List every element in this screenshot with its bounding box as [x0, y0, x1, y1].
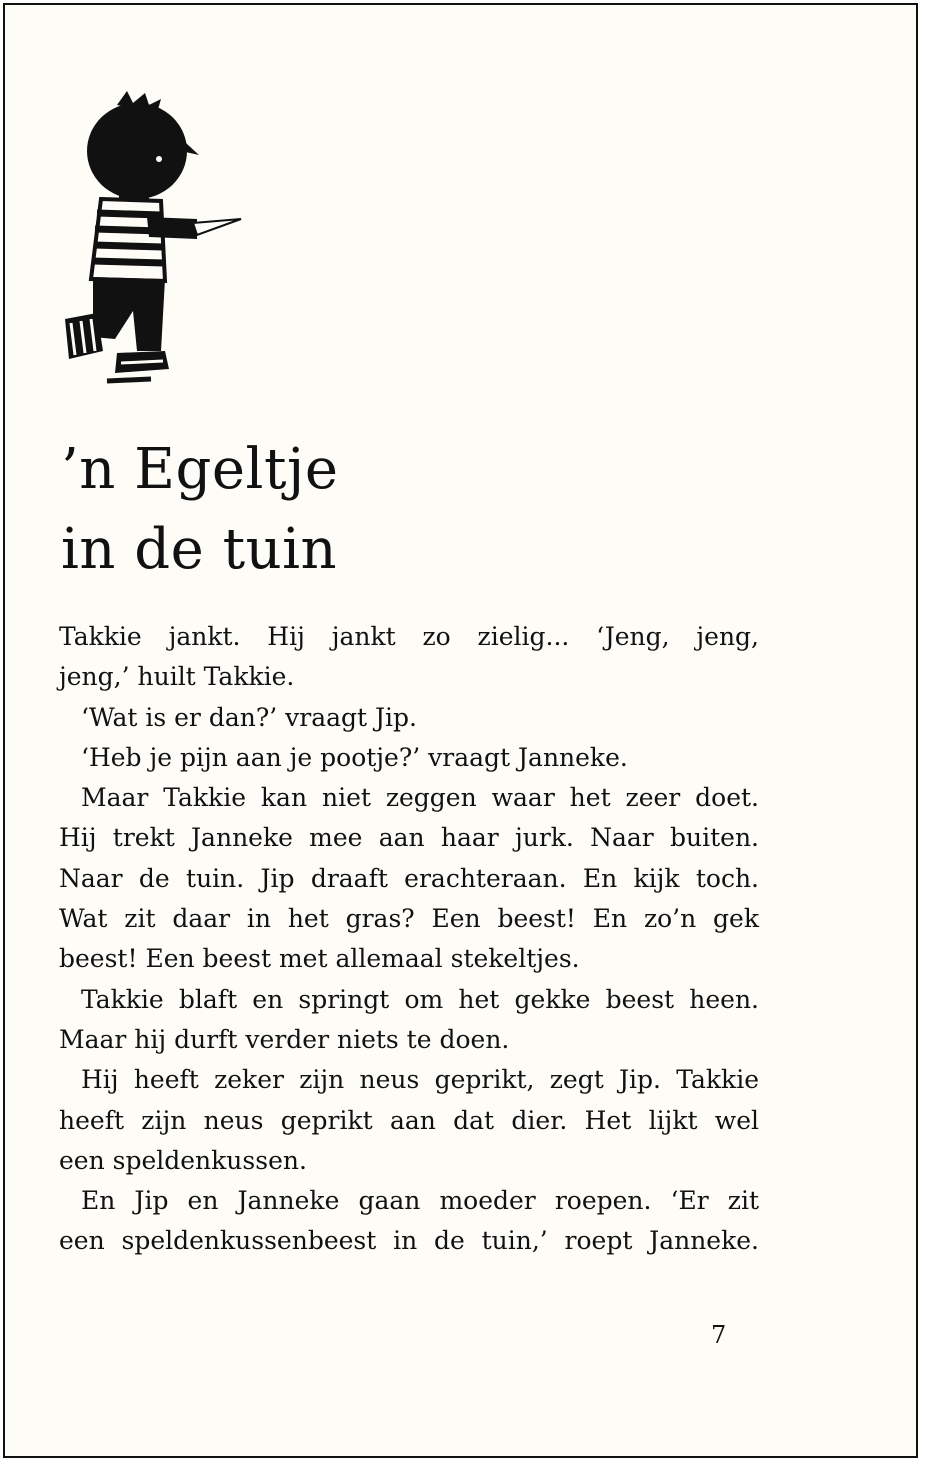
- text-line: Maar hij durft verder niets te doen.: [59, 1024, 510, 1054]
- chapter-title: [61, 430, 338, 590]
- text-line: Takkie jankt. Hij jankt zo zielig... ‘Jeng, jeng,: [59, 622, 759, 651]
- text-line: Maar Takkie kan niet zeggen waar het zeer doet.: [81, 783, 759, 813]
- title-line-2: in de tuin: [61, 517, 338, 582]
- text-line: ‘Heb je pijn aan je pootje?’ vraagt Janneke.: [81, 742, 628, 772]
- title-line-1: ’n Egeltje: [61, 437, 339, 502]
- text-line: Takkie blaft en springt om het gekke beest heen.: [81, 984, 759, 1014]
- text-line: Hij trekt Janneke mee aan haar jurk. Naar buiten.: [59, 823, 759, 853]
- text-line: Naar de tuin. Jip draaft erachteraan. En kijk toch.: [59, 863, 759, 893]
- book-page: [3, 3, 918, 1458]
- text-line: een speldenkussen.: [59, 1145, 307, 1175]
- text-line: Wat zit daar in het gras? Een beest! En zo’n gek: [59, 904, 759, 934]
- story-text: [59, 617, 759, 1262]
- text-line: jeng,’ huilt Takkie.: [59, 662, 295, 692]
- jip-illustration: [57, 89, 247, 389]
- text-line: een speldenkussenbeest in de tuin,’ roept Janneke.: [59, 1226, 759, 1256]
- page-number: 7: [711, 1321, 727, 1349]
- text-line: heeft zijn neus geprikt aan dat dier. Het lijkt wel: [59, 1105, 759, 1135]
- text-line: beest! Een beest met allemaal stekeltjes.: [59, 944, 580, 974]
- text-line: ‘Wat is er dan?’ vraagt Jip.: [81, 702, 417, 732]
- text-line: En Jip en Janneke gaan moeder roepen. ‘Er zit: [81, 1186, 759, 1216]
- text-line: Hij heeft zeker zijn neus geprikt, zegt Jip. Takkie: [81, 1065, 759, 1095]
